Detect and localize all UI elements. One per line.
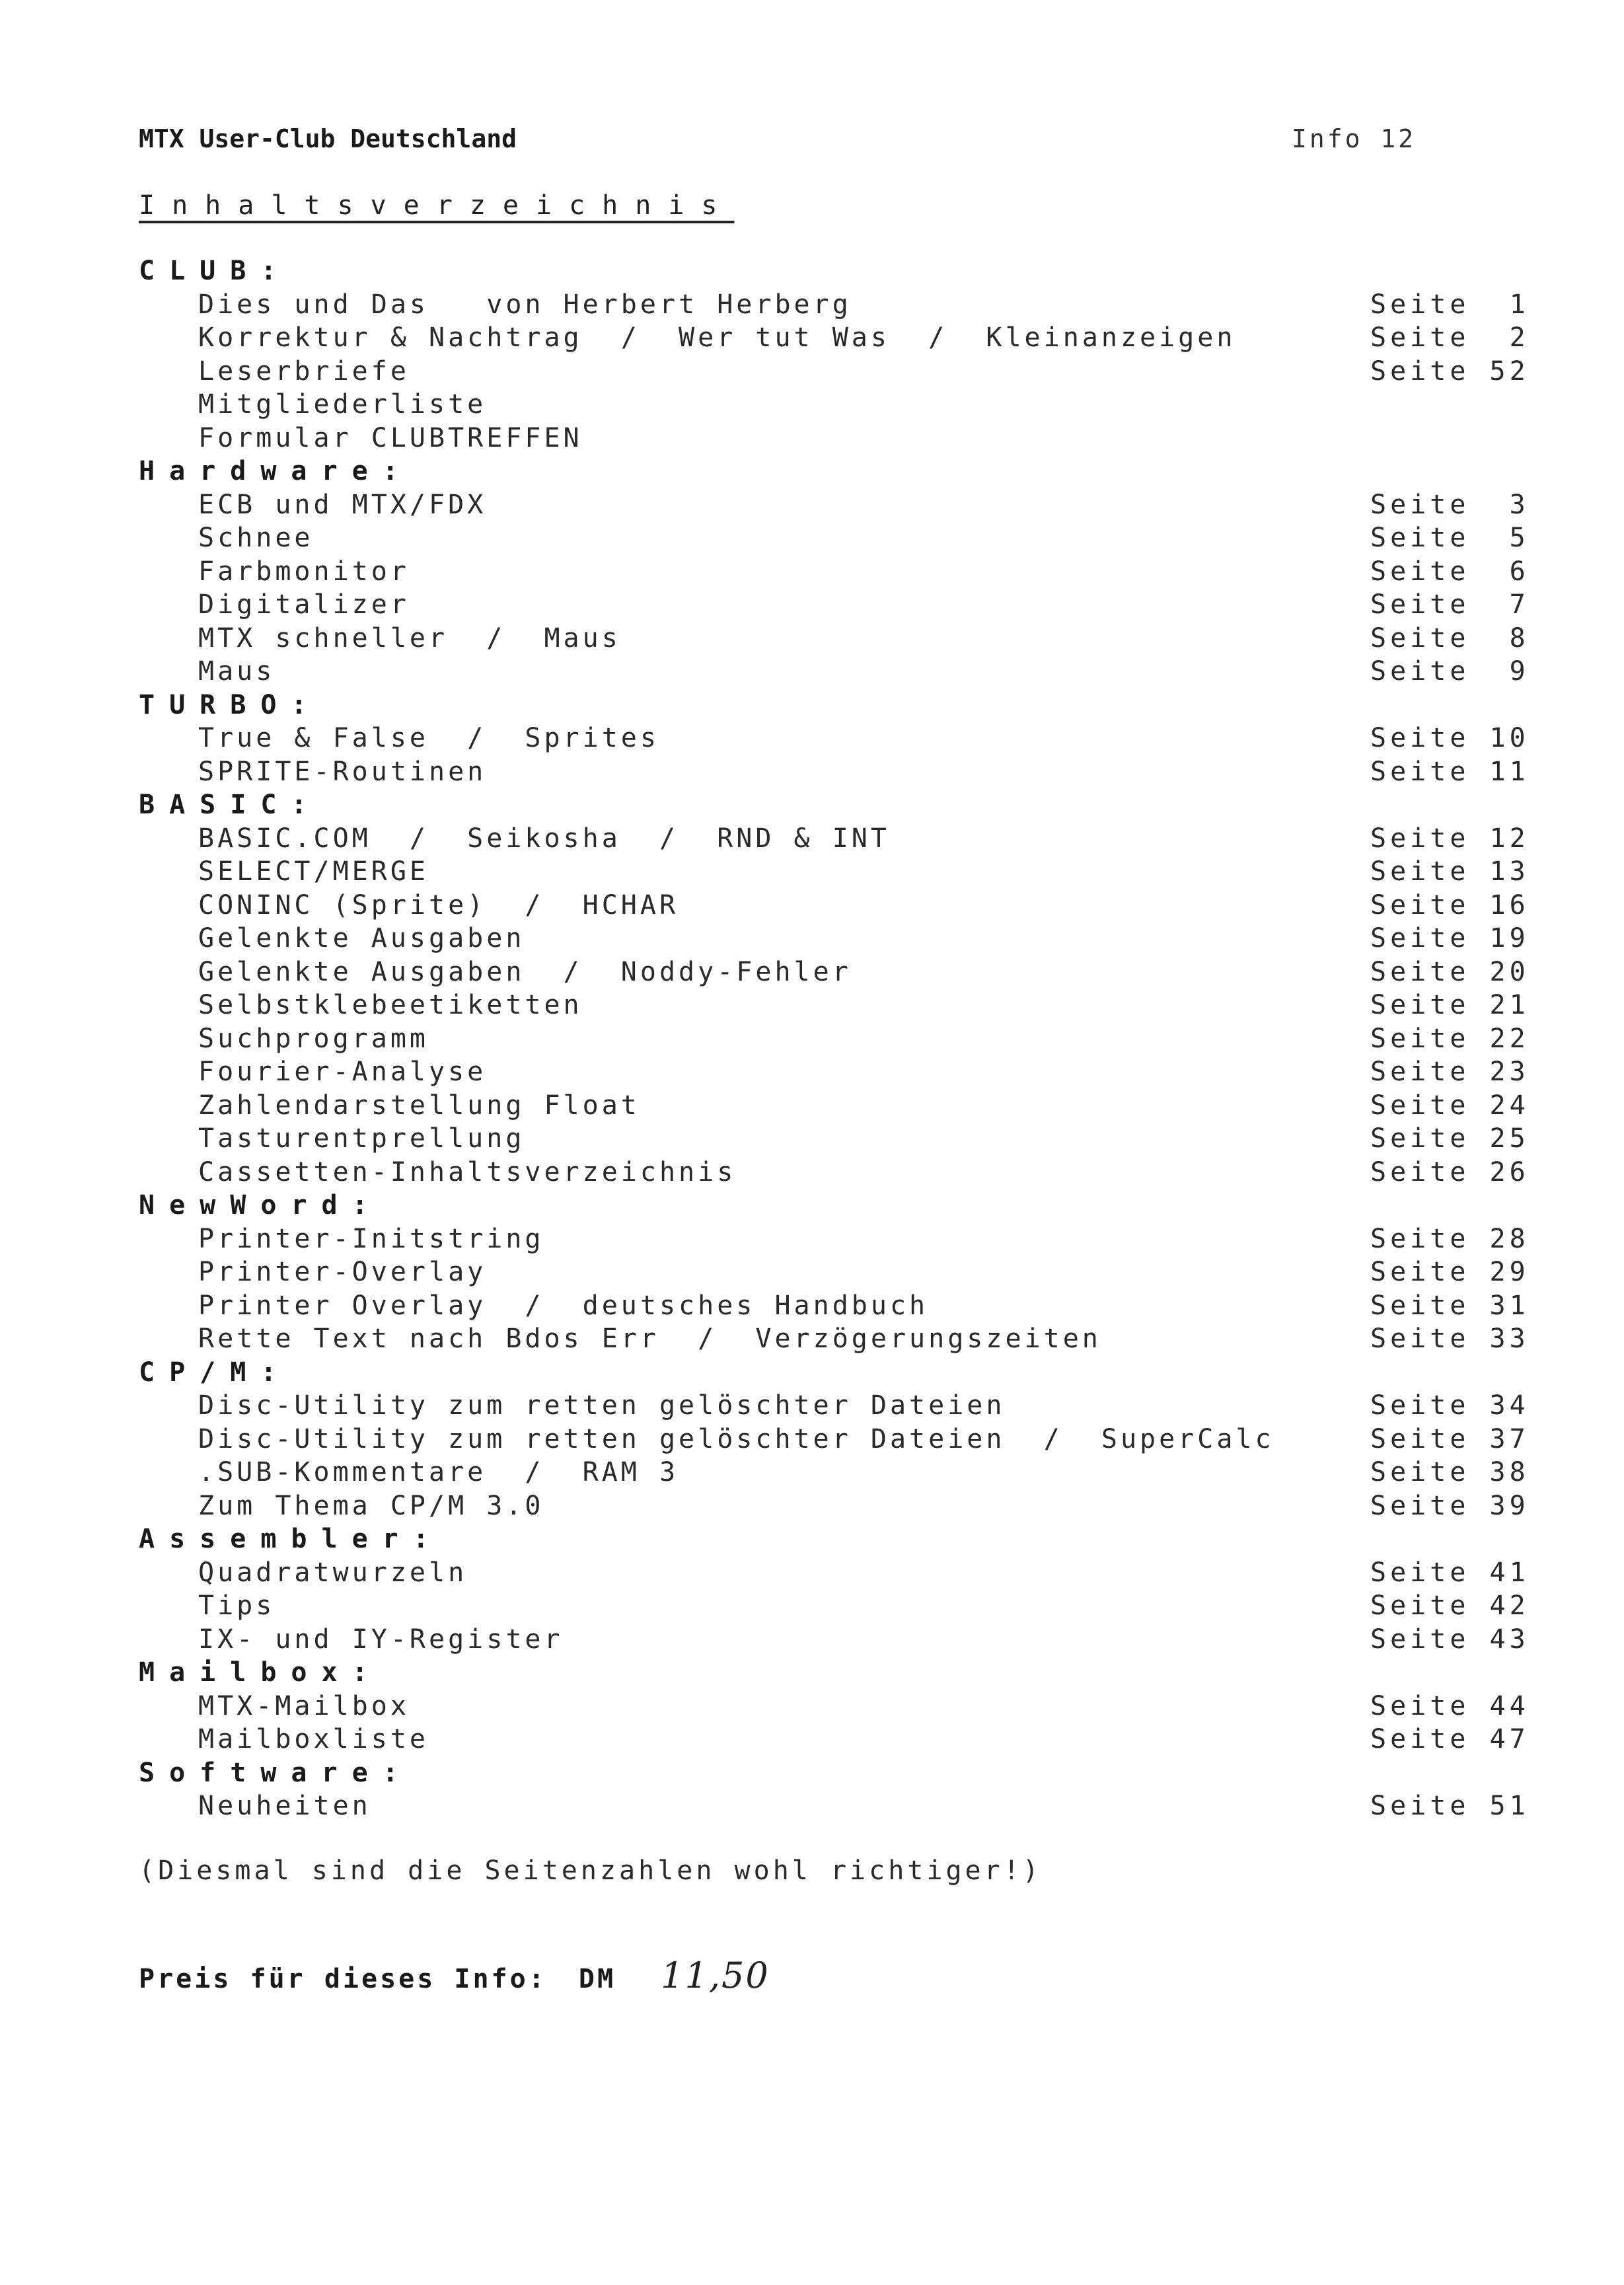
entry-page: Seite 42 <box>1370 1591 1530 1621</box>
price-currency: DM <box>578 1964 616 1994</box>
toc-entry <box>139 288 1539 322</box>
entry-title: Korrektur & Nachtrag / Wer tut Was / Kleinanzeigen <box>198 322 1236 353</box>
toc-entry <box>139 555 1539 589</box>
entry-page: Seite 22 <box>1370 1023 1530 1054</box>
entry-title: Schnee <box>198 523 314 553</box>
entry-page: Seite 10 <box>1370 723 1530 753</box>
entry-title: Mitgliederliste <box>198 389 487 420</box>
entry-title: Printer-Initstring <box>198 1223 544 1254</box>
entry-title: Printer Overlay / deutsches Handbuch <box>198 1290 929 1321</box>
entry-page: Seite 13 <box>1370 856 1530 887</box>
toc-entry <box>139 822 1539 856</box>
toc-entry <box>139 1389 1539 1423</box>
section-heading: Assembler: <box>139 1524 443 1554</box>
toc-entry <box>139 1222 1539 1256</box>
entry-page: Seite 39 <box>1370 1490 1530 1521</box>
toc-entry <box>139 1089 1539 1123</box>
entry-page: Seite 3 <box>1370 489 1530 520</box>
toc-entry <box>139 722 1539 755</box>
issue-label: Info 12 <box>1292 124 1417 153</box>
entry-page: Seite 25 <box>1370 1123 1530 1154</box>
toc-entry <box>139 1022 1539 1056</box>
toc-entry <box>139 755 1539 789</box>
price-line <box>139 1955 770 1996</box>
page-number-note: (Diesmal sind die Seitenzahlen wohl richtiger!) <box>139 1855 1042 1886</box>
entry-title: Gelenkte Ausgaben <box>198 923 525 954</box>
entry-title: Tips <box>198 1591 276 1621</box>
toc-entry <box>139 1456 1539 1489</box>
entry-page: Seite 9 <box>1370 656 1530 687</box>
entry-page: Seite 51 <box>1370 1791 1530 1821</box>
toc-entry <box>139 1322 1539 1356</box>
entry-page: Seite 38 <box>1370 1457 1530 1487</box>
entry-page: Seite 24 <box>1370 1090 1530 1121</box>
entry-title: Printer-Overlay <box>198 1257 487 1287</box>
entry-page: Seite 20 <box>1370 956 1530 987</box>
section-heading: NewWord: <box>139 1190 383 1220</box>
section-heading: CP/M: <box>139 1357 291 1388</box>
table-of-contents <box>139 254 1539 1823</box>
entry-title: Dies und Das von Herbert Herberg <box>198 289 852 320</box>
section-heading: TURBO: <box>139 689 322 720</box>
entry-title: MTX-Mailbox <box>198 1690 410 1721</box>
section-heading: Hardware: <box>139 456 413 486</box>
price-label: Preis für dieses Info: <box>139 1964 547 1994</box>
entry-title: Digitalizer <box>198 589 410 620</box>
toc-entry <box>139 1623 1539 1657</box>
entry-title: Leserbriefe <box>198 356 410 387</box>
entry-page: Seite 16 <box>1370 889 1530 920</box>
toc-entry <box>139 588 1539 622</box>
entry-title: Suchprogramm <box>198 1023 429 1054</box>
toc-entry <box>139 355 1539 389</box>
toc-entry <box>139 1789 1539 1823</box>
entry-page: Seite 52 <box>1370 356 1530 387</box>
entry-page: Seite 19 <box>1370 923 1530 954</box>
section-heading: Software: <box>139 1757 413 1788</box>
toc-entry <box>139 622 1539 656</box>
entry-title: ECB und MTX/FDX <box>198 489 487 520</box>
entry-page: Seite 33 <box>1370 1324 1530 1354</box>
toc-entry <box>139 989 1539 1022</box>
entry-title: Disc-Utility zum retten gelöschter Dateien <box>198 1390 1006 1421</box>
toc-heading: Inhaltsverzeichnis <box>139 190 735 221</box>
entry-title: True & False / Sprites <box>198 723 659 753</box>
entry-title: Tasturentprellung <box>198 1123 525 1154</box>
entry-page: Seite 44 <box>1370 1690 1530 1721</box>
club-title: MTX User-Club Deutschland <box>139 124 517 153</box>
toc-entry <box>139 321 1539 355</box>
entry-page: Seite 8 <box>1370 622 1530 654</box>
entry-page: Seite 28 <box>1370 1223 1530 1254</box>
entry-page: Seite 6 <box>1370 556 1530 587</box>
entry-page: Seite 29 <box>1370 1257 1530 1287</box>
handwritten-price: 11,50 <box>661 1955 770 1996</box>
entry-page: Seite 11 <box>1370 756 1530 787</box>
entry-title: Disc-Utility zum retten gelöschter Dateien / SuperCalc <box>198 1423 1274 1454</box>
toc-entry <box>139 1556 1539 1590</box>
toc-entry <box>139 1723 1539 1756</box>
entry-page: Seite 7 <box>1370 589 1530 620</box>
entry-title: Maus <box>198 656 276 687</box>
entry-title: Neuheiten <box>198 1791 371 1821</box>
toc-entry <box>139 1423 1539 1456</box>
entry-page: Seite 5 <box>1370 523 1530 553</box>
entry-page: Seite 23 <box>1370 1057 1530 1087</box>
section-heading: Mailbox: <box>139 1657 383 1688</box>
entry-page: Seite 2 <box>1370 322 1530 353</box>
entry-title: MTX schneller / Maus <box>198 622 621 654</box>
entry-title: Rette Text nach Bdos Err / Verzögerungszeiten <box>198 1324 1101 1354</box>
toc-entry <box>139 1156 1539 1189</box>
toc-entry <box>139 1489 1539 1523</box>
entry-title: SELECT/MERGE <box>198 856 429 887</box>
section-heading: BASIC: <box>139 790 322 820</box>
entry-page: Seite 43 <box>1370 1624 1530 1655</box>
entry-title: Selbstklebeetiketten <box>198 990 583 1020</box>
entry-title: Gelenkte Ausgaben / Noddy-Fehler <box>198 956 852 987</box>
toc-entry <box>139 955 1539 989</box>
toc-entry <box>139 422 1539 455</box>
toc-entry <box>139 388 1539 422</box>
entry-page: Seite 34 <box>1370 1390 1530 1421</box>
toc-entry <box>139 1589 1539 1623</box>
entry-title: Zahlendarstellung Float <box>198 1090 640 1121</box>
entry-title: Fourier-Analyse <box>198 1057 487 1087</box>
toc-entry <box>139 889 1539 922</box>
entry-title: Mailboxliste <box>198 1724 429 1754</box>
entry-title: Zum Thema CP/M 3.0 <box>198 1490 544 1521</box>
toc-entry <box>139 655 1539 689</box>
toc-entry <box>139 1122 1539 1156</box>
entry-title: Formular CLUBTREFFEN <box>198 422 583 453</box>
entry-title: SPRITE-Routinen <box>198 756 487 787</box>
toc-entry <box>139 1690 1539 1723</box>
entry-title: Quadratwurzeln <box>198 1557 468 1588</box>
toc-entry <box>139 1055 1539 1089</box>
entry-page: Seite 1 <box>1370 289 1530 320</box>
toc-entry <box>139 1289 1539 1323</box>
entry-page: Seite 26 <box>1370 1156 1530 1187</box>
entry-page: Seite 37 <box>1370 1423 1530 1454</box>
entry-title: BASIC.COM / Seikosha / RND & INT <box>198 823 890 854</box>
entry-title: Farbmonitor <box>198 556 410 587</box>
entry-page: Seite 31 <box>1370 1290 1530 1321</box>
section-heading: CLUB: <box>139 256 291 286</box>
entry-title: CONINC (Sprite) / HCHAR <box>198 889 679 920</box>
entry-title: Cassetten-Inhaltsverzeichnis <box>198 1156 737 1187</box>
entry-title: .SUB-Kommentare / RAM 3 <box>198 1457 679 1487</box>
toc-entry <box>139 922 1539 955</box>
entry-title: IX- und IY-Register <box>198 1624 564 1655</box>
entry-page: Seite 21 <box>1370 990 1530 1020</box>
toc-entry <box>139 1255 1539 1289</box>
toc-entry <box>139 855 1539 889</box>
entry-page: Seite 12 <box>1370 823 1530 854</box>
entry-page: Seite 41 <box>1370 1557 1530 1588</box>
entry-page: Seite 47 <box>1370 1724 1530 1754</box>
toc-entry <box>139 521 1539 555</box>
toc-entry <box>139 488 1539 522</box>
